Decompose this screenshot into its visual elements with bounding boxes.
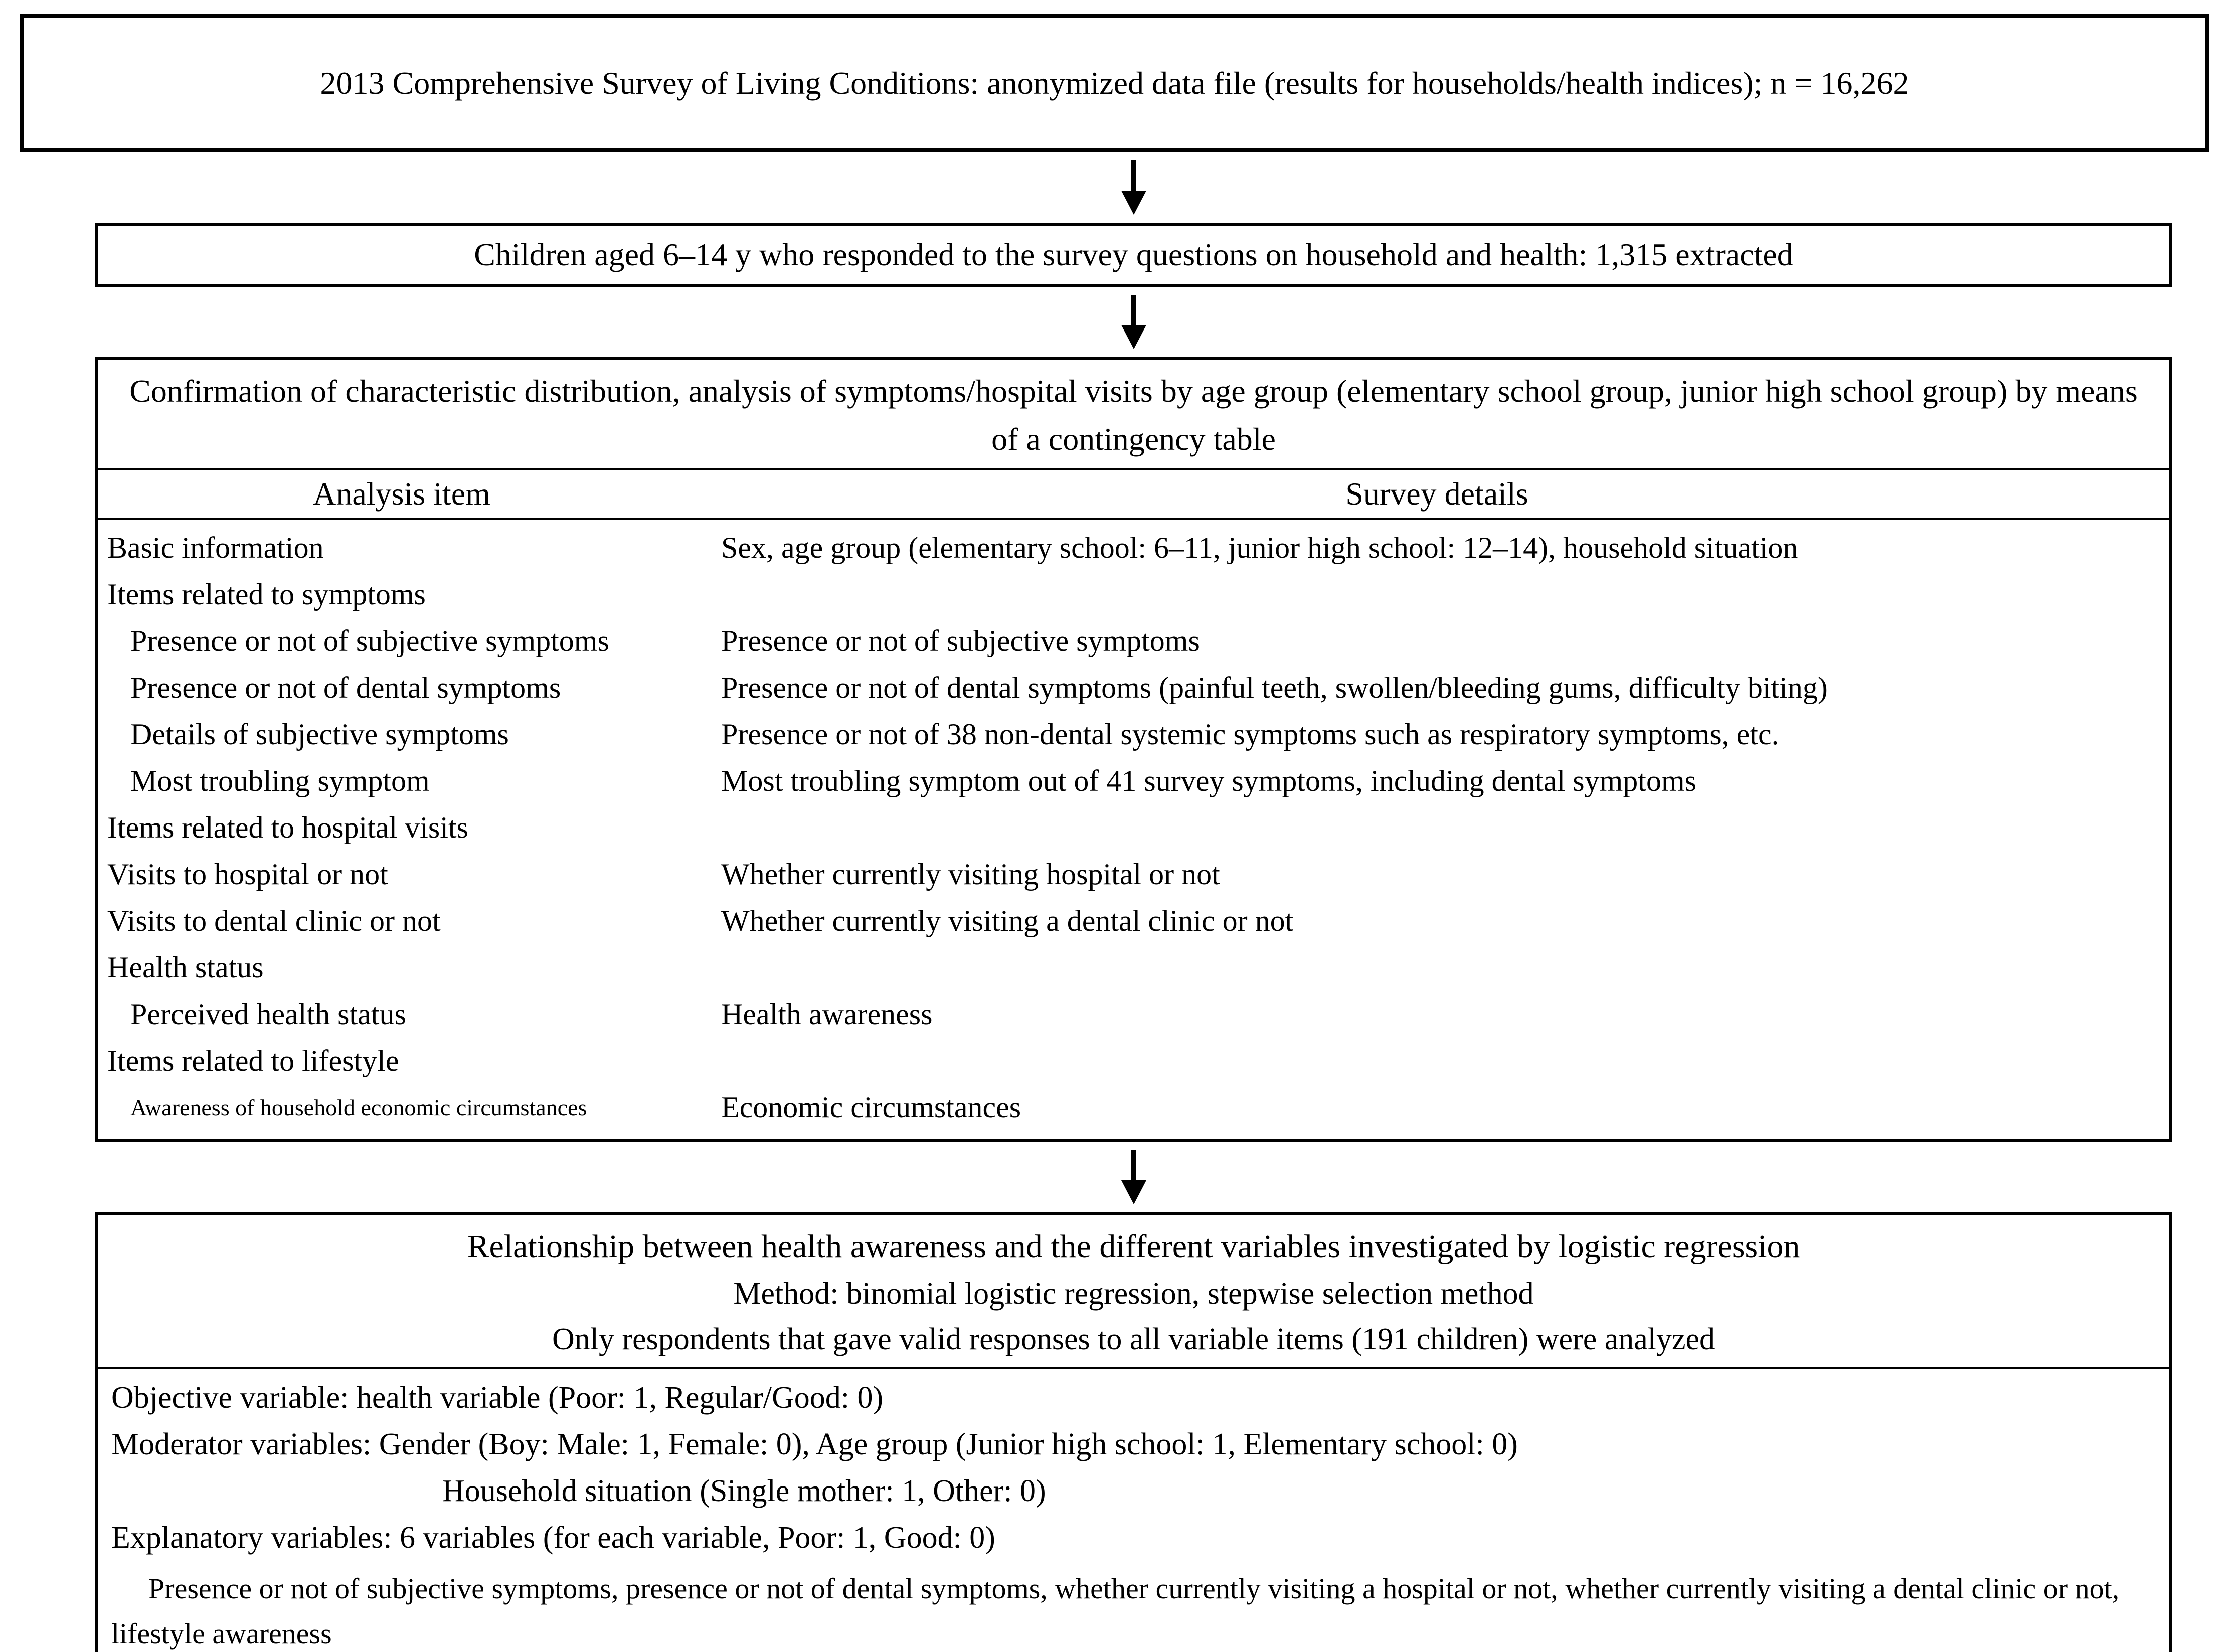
table-row xyxy=(98,898,2169,944)
column-header-analysis-item: Analysis item xyxy=(313,476,490,512)
table-row xyxy=(98,991,2169,1038)
analysis-item: Items related to lifestyle xyxy=(107,1044,399,1077)
table-row xyxy=(98,711,2169,758)
explanatory-variables-detail: Presence or not of subjective symptoms, presence or not of dental symptoms, whether currently visiting a hospital or not, whether currently visiting a dental clinic or not, lifestyle awareness xyxy=(111,1572,2120,1650)
down-arrow-icon xyxy=(1119,1149,1149,1205)
table-row xyxy=(98,758,2169,804)
analysis-table-body xyxy=(98,520,2169,1139)
analysis-item: Basic information xyxy=(107,531,324,564)
analysis-item: Visits to hospital or not xyxy=(107,858,388,891)
survey-detail: Presence or not of subjective symptoms xyxy=(721,624,1200,657)
survey-detail: Economic circumstances xyxy=(721,1091,1021,1124)
flow-box-logistic-regression xyxy=(95,1212,2172,1652)
analysis-item: Items related to hospital visits xyxy=(107,811,468,844)
analysis-item: Presence or not of dental symptoms xyxy=(130,671,561,704)
table-row xyxy=(98,851,2169,898)
regression-title: Relationship between health awareness and the different variables investigated by logistic regression xyxy=(467,1228,1800,1265)
survey-detail xyxy=(705,944,2169,991)
table-row xyxy=(98,571,2169,618)
flow-box-source xyxy=(20,14,2209,152)
flow-connector-2 xyxy=(95,287,2172,357)
survey-detail: Whether currently visiting hospital or not xyxy=(721,858,1220,891)
explanatory-variables-line: Explanatory variables: 6 variables (for each variable, Poor: 1, Good: 0) xyxy=(111,1521,995,1555)
flow-box-extraction xyxy=(95,223,2172,287)
analysis-item: Details of subjective symptoms xyxy=(130,718,509,751)
survey-detail xyxy=(705,1038,2169,1084)
analysis-item: Perceived health status xyxy=(130,998,406,1031)
analysis-item: Most troubling symptom xyxy=(130,764,430,797)
survey-detail: Presence or not of dental symptoms (painful teeth, swollen/bleeding gums, difficulty biting) xyxy=(721,671,1828,704)
survey-detail xyxy=(705,571,2169,618)
flow-box-contingency-analysis xyxy=(95,357,2172,1142)
analysis-table-header-row xyxy=(98,470,2169,520)
table-row xyxy=(98,525,2169,571)
survey-detail: Presence or not of 38 non-dental systemic symptoms such as respiratory symptoms, etc. xyxy=(721,718,1779,751)
regression-valid-note: Only respondents that gave valid responses to all variable items (191 children) were analyzed xyxy=(552,1322,1716,1356)
table-row xyxy=(98,1084,2169,1131)
regression-box-header xyxy=(98,1215,2169,1369)
flow-connector-1 xyxy=(95,152,2172,223)
moderator-variables-line: Moderator variables: Gender (Boy: Male: 1, Female: 0), Age group (Junior high school: 1, Elementary school: 0) xyxy=(111,1427,1518,1461)
table-row xyxy=(98,944,2169,991)
survey-detail: Whether currently visiting a dental clinic or not xyxy=(721,904,1294,937)
analysis-box-header: Confirmation of characteristic distribution, analysis of symptoms/hospital visits by age group (elementary school group, junior high school group) by means of a contingency table xyxy=(98,360,2169,470)
analysis-item: Health status xyxy=(107,951,264,984)
analysis-item: Visits to dental clinic or not xyxy=(107,904,441,937)
survey-detail: Sex, age group (elementary school: 6–11, junior high school: 12–14), household situation xyxy=(721,531,1798,564)
source-box-text: 2013 Comprehensive Survey of Living Conditions: anonymized data file (results for households/health indices); n = 16,262 xyxy=(320,65,1909,101)
table-row xyxy=(98,618,2169,665)
analysis-item: Presence or not of subjective symptoms xyxy=(130,624,609,657)
column-header-survey-details: Survey details xyxy=(1345,476,1528,512)
regression-method: Method: binomial logistic regression, stepwise selection method xyxy=(733,1277,1534,1311)
down-arrow-icon xyxy=(1119,159,1149,216)
table-row xyxy=(98,665,2169,711)
survey-detail: Health awareness xyxy=(721,998,933,1031)
table-row xyxy=(98,1038,2169,1084)
flow-connector-3 xyxy=(95,1142,2172,1212)
survey-detail xyxy=(705,804,2169,851)
analysis-item: Items related to symptoms xyxy=(107,578,426,611)
survey-detail: Most troubling symptom out of 41 survey symptoms, including dental symptoms xyxy=(721,764,1696,797)
table-row xyxy=(98,804,2169,851)
down-arrow-icon xyxy=(1119,294,1149,350)
extraction-box-text: Children aged 6–14 y who responded to the survey questions on household and health: 1,315 extracted xyxy=(474,237,1793,272)
analysis-item: Awareness of household economic circumstances xyxy=(130,1095,587,1120)
regression-variables xyxy=(98,1369,2169,1652)
objective-variable-line: Objective variable: health variable (Poor: 1, Regular/Good: 0) xyxy=(111,1381,884,1415)
household-situation-line: Household situation (Single mother: 1, Other: 0) xyxy=(442,1474,1046,1508)
